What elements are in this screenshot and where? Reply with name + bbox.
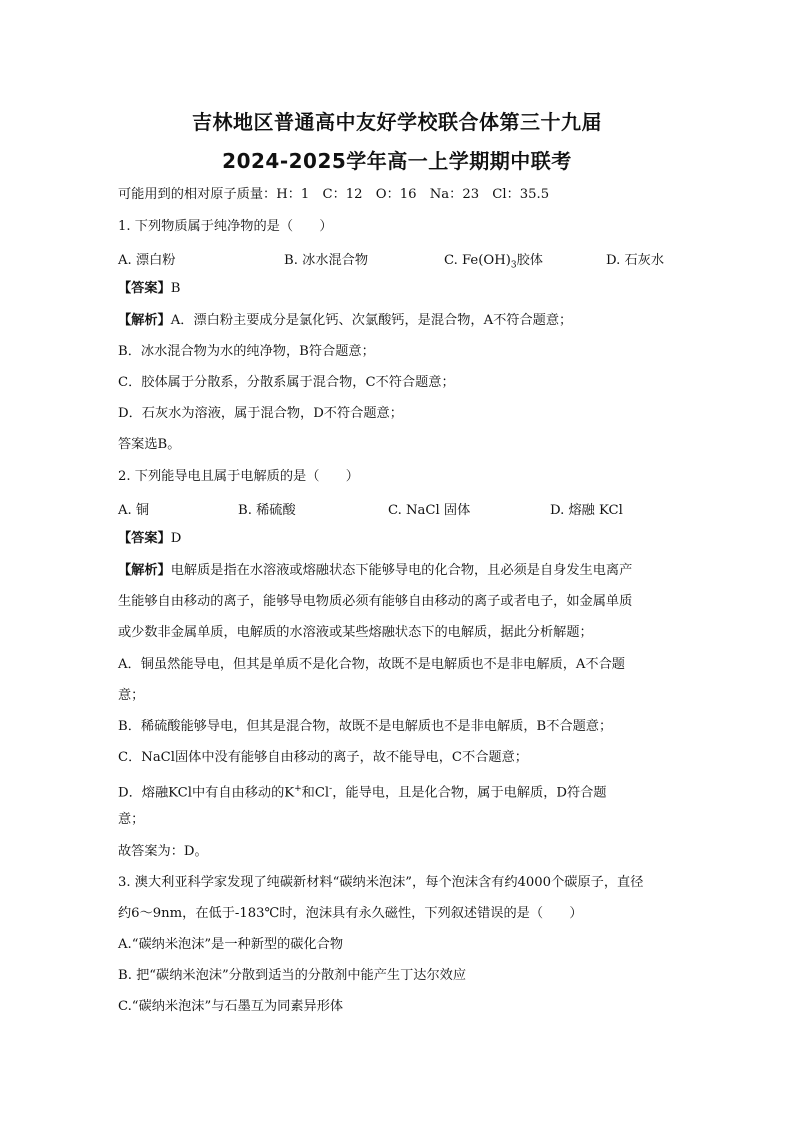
q1-stem: 1. 下列物质属于纯净物的是（ ）	[118, 219, 333, 234]
q1-answer-label: 【答案】	[118, 281, 171, 296]
q3-option-b: B. 把“碳纳米泡沫”分散到适当的分散剂中能产生丁达尔效应	[118, 968, 467, 983]
q1-answer-value: B	[170, 281, 181, 296]
q2-analysis-d-mid: 和Cl	[301, 785, 330, 801]
q1-option-c-sub: 3	[510, 260, 517, 271]
q3-option-c: C.“碳纳米泡沫”与石墨互为同素异形体	[118, 999, 344, 1014]
q1-options	[118, 249, 678, 271]
q2-analysis-a-1: A．铜虽然能导电，但其是单质不是化合物，故既不是电解质也不是非电解质，A不合题	[118, 657, 625, 672]
q1-analysis-d: D．石灰水为溶液，属于混合物，D不符合题意；	[118, 406, 403, 421]
q2-analysis-d	[118, 780, 678, 802]
q1-analysis-a-text: A．漂白粉主要成分是氯化钙、次氯酸钙，是混合物，A不符合题意；	[170, 313, 573, 328]
exam-title-line1: 吉林地区普通高中友好学校联合体第三十九届	[192, 110, 602, 134]
q2-analysis-intro-1	[118, 562, 678, 580]
q3-stem-line2: 约6～9nm，在低于-183℃时，泡沫具有永久磁性，下列叙述错误的是（ ）	[118, 906, 583, 921]
q3-option-a: A.“碳纳米泡沫”是一种新型的碳化合物	[118, 937, 344, 952]
q2-option-b: B. 稀硫酸	[238, 503, 296, 518]
q2-stem: 2. 下列能导电且属于电解质的是（ ）	[118, 469, 359, 484]
q1-option-a: A. 漂白粉	[118, 253, 176, 268]
q1-option-c-suffix: 胶体	[516, 253, 543, 268]
q2-analysis-c: C．NaCl固体中没有能够自由移动的离子，故不能导电，C不合题意；	[118, 750, 528, 765]
q1-analysis-label: 【解析】	[118, 313, 171, 328]
q2-analysis-a-2: 意；	[118, 688, 145, 703]
q1-analysis-b: B．冰水混合物为水的纯净物，B符合题意；	[118, 344, 375, 359]
q2-analysis-intro-3: 或少数非金属单质，电解质的水溶液或某些熔融状态下的电解质，据此分析解题；	[118, 625, 593, 640]
q1-option-c-text: C. Fe(OH)	[444, 253, 511, 268]
q2-analysis-d-sup2: -	[329, 784, 333, 794]
q2-option-c: C. NaCl 固体	[388, 503, 471, 518]
atomic-masses-note: 可能用到的相对原子质量：H：1 C：12 O：16 Na：23 Cl：35.5	[118, 187, 550, 202]
q1-answer	[118, 280, 678, 298]
q1-analysis-c: C．胶体属于分散系，分散系属于混合物，C不符合题意；	[118, 375, 455, 390]
exam-title-line2: 2024-2025学年高一上学期期中联考	[222, 149, 572, 173]
q1-option-b: B. 冰水混合物	[284, 253, 369, 268]
q2-analysis-d-pre: D．熔融KCl中有自由移动的K	[118, 785, 295, 801]
q2-analysis-intro-1-text: 电解质是指在水溶液或熔融状态下能够导电的化合物，且必须是自身发生电离产	[170, 563, 633, 578]
q2-analysis-d-end: 意；	[118, 812, 145, 827]
q2-analysis-label: 【解析】	[118, 563, 171, 578]
q2-option-d: D. 熔融 KCl	[550, 503, 623, 518]
q2-analysis-d-post: ，能导电，且是化合物，属于电解质，D符合题	[332, 785, 607, 801]
q2-analysis-b: B．稀硫酸能够导电，但其是混合物，故既不是电解质也不是非电解质，B不合题意；	[118, 719, 613, 734]
q2-answer-value: D	[170, 531, 182, 546]
q2-conclusion: 故答案为：D。	[118, 844, 208, 859]
q3-stem-line1: 3. 澳大利亚科学家发现了纯碳新材料“碳纳米泡沫”，每个泡沫含有约4000个碳原子，直径	[118, 875, 644, 890]
q2-answer-label: 【答案】	[118, 531, 171, 546]
q2-answer	[118, 530, 678, 548]
q2-analysis-intro-2: 生能够自由移动的离子，能够导电物质必须有能够自由移动的离子或者电子，如金属单质	[118, 594, 633, 609]
q1-conclusion: 答案选B。	[118, 437, 181, 452]
q1-option-d: D. 石灰水	[606, 253, 665, 268]
q2-option-a: A. 铜	[118, 503, 150, 518]
q2-analysis-d-sup1: +	[294, 784, 302, 794]
q1-option-c	[444, 249, 543, 271]
q1-analysis-a	[118, 312, 678, 330]
q2-options	[118, 499, 678, 517]
